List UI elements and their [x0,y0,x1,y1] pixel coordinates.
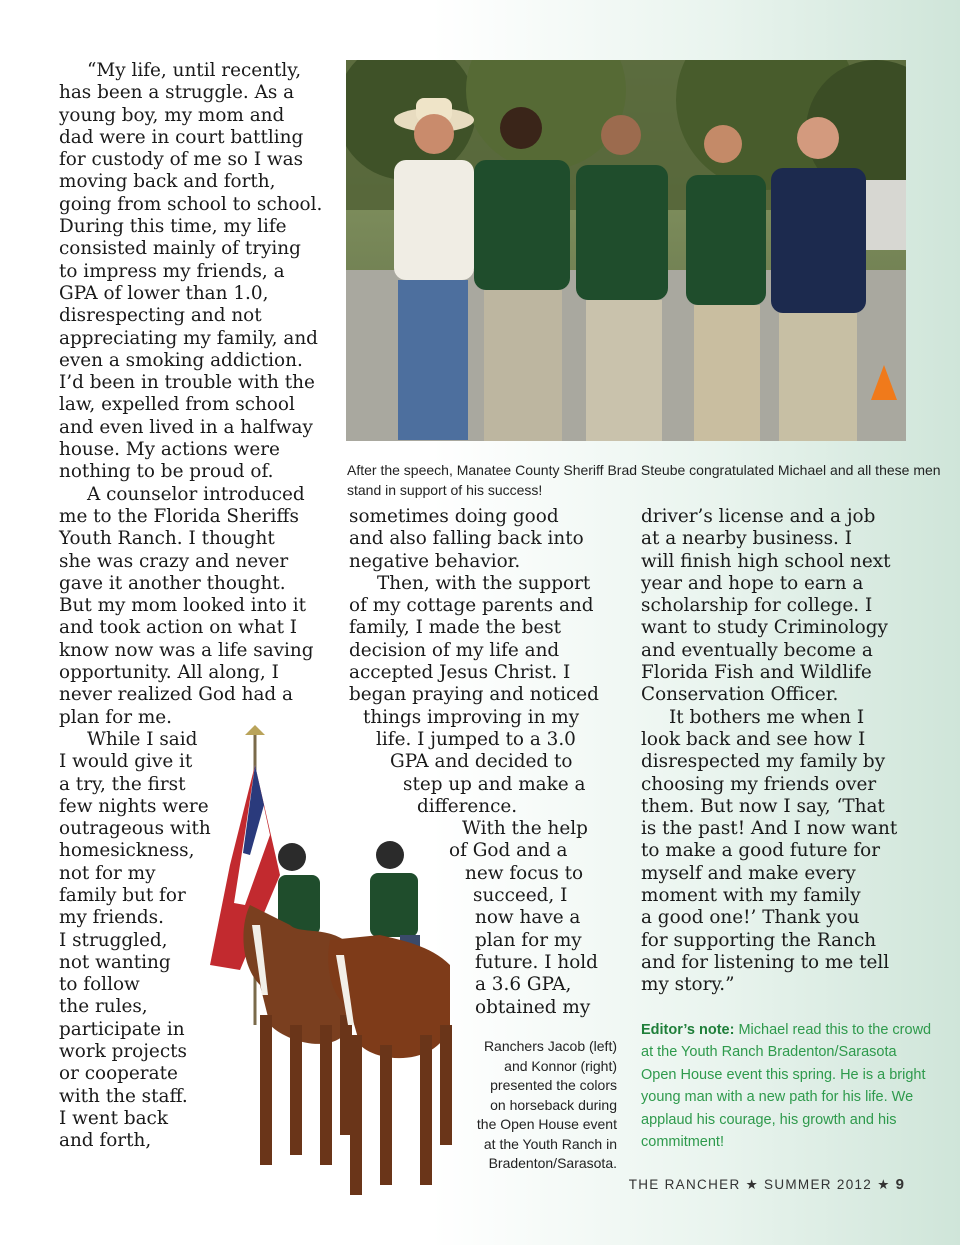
text-line: has been a struggle. As a [59,82,295,104]
page-number: 9 [895,1176,904,1193]
text-line: began praying and noticed [349,684,599,706]
text-line: of my cottage parents and [349,595,594,617]
text-line: work projects [59,1041,187,1063]
text-line: and forth, [59,1130,152,1152]
text-line: consisted mainly of trying [59,238,301,260]
star-separator-1: ★ [745,1177,759,1192]
text-line: for supporting the Ranch [641,929,877,951]
text-line: nothing to be proud of. [59,461,274,483]
text-line: and eventually become a [641,639,873,661]
group-photo-image [346,60,906,441]
text-line: family, I made the best [349,617,562,639]
text-line: of God and a [449,840,568,862]
horse-caption [452,1037,617,1174]
horse-caption-line: presented the colors [490,1077,617,1093]
text-line: opportunity. All along, I [59,662,279,684]
text-line: for custody of me so I was [59,149,304,171]
text-line: I would give it [59,751,193,773]
text-line: With the help [462,818,588,840]
text-line: now have a [475,907,581,929]
text-line: succeed, I [473,885,568,907]
text-line: scholarship for college. I [641,595,873,617]
photo-caption [347,461,941,500]
text-line: and also falling back into [349,528,584,550]
page-footer [629,1176,904,1193]
photo-caption-line-2: stand in support of his success! [347,481,543,498]
horse-caption-line: and Konnor (right) [504,1057,617,1074]
editor-note-label: Editor’s note: [641,1022,735,1038]
text-line: at a nearby business. I [641,528,852,550]
text-line: family but for [59,884,186,906]
horse-caption-line: on horseback during [490,1096,617,1113]
text-line: my friends. [59,907,164,929]
text-line: Conservation Officer. [641,684,839,706]
text-line: Florida Fish and Wildlife [641,662,872,684]
text-line: not wanting [59,951,171,973]
text-line: and for listening to me tell [641,951,890,973]
text-line: choosing my friends over [641,773,877,795]
text-line: the rules, [59,996,148,1018]
text-line: me to the Florida Sheriffs [59,505,299,527]
text-line: know now was a life saving [59,639,314,661]
text-line: future. I hold [475,951,598,973]
text-line: to follow [59,974,140,996]
text-line: a try, the first [59,773,186,795]
editor-note-line-3: Open House event this spring. He is a bright [641,1066,926,1083]
text-line: outrageous with [59,818,211,840]
text-line: GPA of lower than 1.0, [59,282,269,304]
text-line: plan for my [475,929,582,951]
text-line: But my mom looked into it [59,595,307,617]
text-line: look back and see how I [641,728,866,750]
text-line: gave it another thought. [59,572,286,594]
horse-riders-image [200,725,470,1215]
text-line: GPA and decided to [390,751,573,773]
text-line: negative behavior. [349,550,521,572]
text-line: Then, with the support [377,572,591,594]
editor-note [641,1019,932,1153]
text-line: step up and make a [403,773,586,795]
text-line: my story.” [641,974,735,996]
text-line: a good one!’ Thank you [641,907,860,929]
publication-name: THE RANCHER [628,1177,741,1192]
text-line: While I said [87,728,198,750]
text-line: law, expelled from school [59,394,295,416]
text-line: I’d been in trouble with the [59,372,315,394]
text-line: to impress my friends, a [59,260,285,282]
text-line: or cooperate [59,1063,178,1085]
text-line: things improving in my [363,706,580,728]
text-line: moment with my family [641,885,861,907]
text-line: disrespecting and not [59,305,262,327]
text-line: dad were in court battling [59,126,304,148]
text-line: myself and make every [641,862,856,884]
text-line: accepted Jesus Christ. I [349,662,571,684]
editor-note-line-4: young man with a new path for his life. We [641,1089,914,1106]
star-separator-2: ★ [877,1177,891,1192]
text-line: difference. [417,795,518,817]
text-line: participate in [59,1018,185,1040]
horse-caption-line: the Open House event [476,1116,617,1132]
text-line: homesickness, [59,840,195,862]
text-line: them. But now I say, ‘That [641,795,885,817]
text-line: life. I jumped to a 3.0 [376,728,576,750]
text-line: never realized God had a [59,684,294,706]
text-line: “My life, until recently, [87,60,302,81]
text-line: driver’s license and a job [641,506,876,527]
text-line: a 3.6 GPA, [475,974,572,996]
text-line: and took action on what I [59,617,298,639]
text-line: decision of my life and [349,639,560,661]
text-line: disrespected my family by [641,751,886,773]
text-line: Youth Ranch. I thought [59,528,275,550]
issue-label: SUMMER 2012 [764,1177,873,1192]
text-line: obtained my [475,996,591,1018]
text-line: moving back and forth, [59,171,276,193]
text-line: she was crazy and never [59,550,289,572]
text-line: I struggled, [59,929,168,951]
text-line: even a smoking addiction. [59,349,303,371]
text-line: to make a good future for [641,840,881,862]
text-line: want to study Criminology [641,617,888,639]
text-line: house. My actions were [59,439,280,461]
text-line: appreciating my family, and [59,327,318,349]
text-line: and even lived in a halfway [59,416,313,438]
text-line: plan for me. [59,706,172,728]
text-line: During this time, my life [59,216,287,238]
horse-riders-photo [200,725,470,1215]
editor-note-line-5: applaud his courage, his growth and his [641,1111,897,1128]
text-line: new focus to [465,862,584,884]
text-line: sometimes doing good [349,506,559,527]
text-line: is the past! And I now want [641,818,898,840]
text-line: going from school to school. [59,193,323,215]
text-line: A counselor introduced [87,483,305,505]
editor-note-line-1: Michael read this to the crowd [734,1022,932,1038]
eagle-finial [245,725,265,735]
horse-caption-line: at the Youth Ranch in [483,1135,617,1152]
horse-caption-line: Bradenton/Sarasota. [488,1155,617,1171]
text-line: year and hope to earn a [641,572,864,594]
editor-note-line-2: at the Youth Ranch Bradenton/Sarasota [641,1044,897,1061]
text-line: not for my [59,862,156,884]
text-line: young boy, my mom and [59,104,285,126]
text-line: It bothers me when I [669,706,865,728]
text-line: few nights were [59,795,209,817]
text-line: with the staff. [59,1085,188,1107]
article-column-3 [641,506,911,997]
text-line: will finish high school next [641,550,891,572]
photo-caption-line-1: After the speech, Manatee County Sheriff Brad Steube congratulated Michael and all these men [347,462,941,478]
editor-note-line-6: commitment! [641,1134,724,1151]
text-line: I went back [59,1107,168,1129]
group-photo [346,60,906,441]
horse-caption-line: Ranchers Jacob (left) [483,1038,617,1054]
